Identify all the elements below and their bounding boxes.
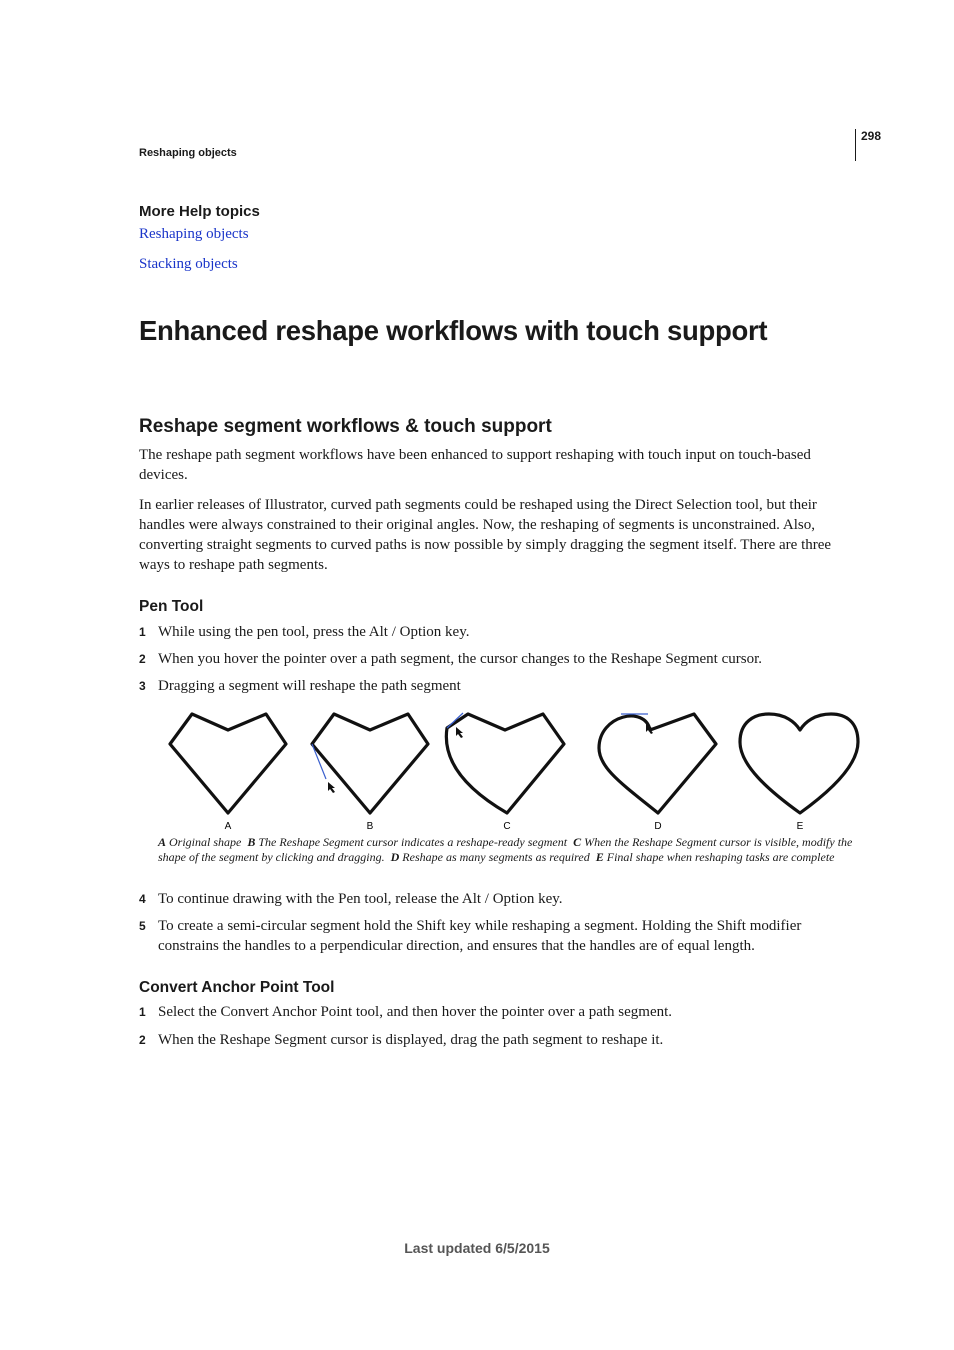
- step-text: When you hover the pointer over a path segment, the cursor changes to the Reshape Segment cursor.: [158, 651, 762, 667]
- heart-shape-c: [446, 714, 564, 813]
- reshape-cursor-icon: [328, 782, 335, 793]
- step-number: 2: [139, 1033, 146, 1047]
- heart-shape-d: [599, 714, 716, 813]
- help-link-stacking-objects[interactable]: Stacking objects: [139, 256, 238, 272]
- heart-shape-e: [740, 714, 858, 813]
- figure-label-e: E: [796, 821, 804, 832]
- heart-shape-b: [312, 714, 428, 813]
- caption-text: The Reshape Segment cursor indicates a reshape-ready segment: [258, 835, 568, 849]
- step-number: 2: [139, 652, 146, 666]
- help-link-reshaping-objects[interactable]: Reshaping objects: [139, 226, 249, 242]
- caption-key: A: [158, 835, 167, 849]
- caption-key: B: [247, 835, 256, 849]
- figure-label-b: B: [366, 821, 374, 832]
- caption-text: Original shape: [169, 835, 242, 849]
- caption-key: D: [390, 850, 400, 864]
- page-number: 298: [861, 129, 882, 143]
- step-number: 5: [139, 919, 146, 933]
- running-head: Reshaping objects: [139, 147, 237, 159]
- caption-key: E: [595, 850, 604, 864]
- body-paragraph: In earlier releases of Illustrator, curved path segments could be reshaped using the Direct Selection tool, but their handles were always constrained to their original angles. Now, the reshaping of segments is unconstrained. Also, converting straight segments to curved paths is now possible by simply dragging the segment itself. There are three ways to reshape path segments.: [139, 497, 832, 573]
- step-number: 4: [139, 892, 146, 906]
- reshape-cursor-icon: [456, 727, 463, 738]
- figure-label-a: A: [224, 821, 232, 832]
- caption-text: When the Reshape Segment cursor is visible, modify the shape of the segment by clicking and dragging.: [158, 835, 853, 864]
- handle-line-b: [312, 744, 326, 779]
- figure-label-d: D: [654, 821, 662, 832]
- step-number: 1: [139, 625, 146, 639]
- step-number: 3: [139, 679, 146, 693]
- more-help-heading: More Help topics: [139, 203, 260, 220]
- caption-text: Reshape as many segments as required: [402, 850, 590, 864]
- reshape-heart-figure: [150, 700, 870, 835]
- page-title: Enhanced reshape workflows with touch support: [139, 315, 768, 346]
- section-title: Reshape segment workflows & touch support: [139, 416, 552, 437]
- step-text: To create a semi-circular segment hold the Shift key while reshaping a segment. Holding the Shift modifier constrains the handles to a perpendicular direction, and ensures that the handles are of equal length.: [158, 918, 802, 954]
- intro-paragraph: The reshape path segment workflows have been enhanced to support reshaping with touch input on touch-based devices.: [139, 447, 811, 483]
- step-text: While using the pen tool, press the Alt / Option key.: [158, 624, 470, 640]
- step-number: 1: [139, 1005, 146, 1019]
- reshape-cursors: [328, 723, 653, 793]
- figure-label-c: C: [503, 821, 511, 832]
- last-updated-footer: Last updated 6/5/2015: [404, 1240, 550, 1256]
- figure-caption: [158, 835, 858, 865]
- caption-text: Final shape when reshaping tasks are complete: [606, 850, 835, 864]
- step-text: When the Reshape Segment cursor is displayed, drag the path segment to reshape it.: [158, 1032, 664, 1048]
- step-text: Select the Convert Anchor Point tool, and then hover the pointer over a path segment.: [158, 1004, 673, 1020]
- step-text: Dragging a segment will reshape the path segment: [158, 678, 461, 694]
- caption-key: C: [573, 835, 582, 849]
- heart-shape-a: [170, 714, 286, 813]
- page-number-rule: [855, 129, 856, 161]
- step-text: To continue drawing with the Pen tool, release the Alt / Option key.: [158, 891, 563, 907]
- pen-tool-heading: Pen Tool: [139, 598, 204, 615]
- convert-anchor-heading: Convert Anchor Point Tool: [139, 979, 335, 996]
